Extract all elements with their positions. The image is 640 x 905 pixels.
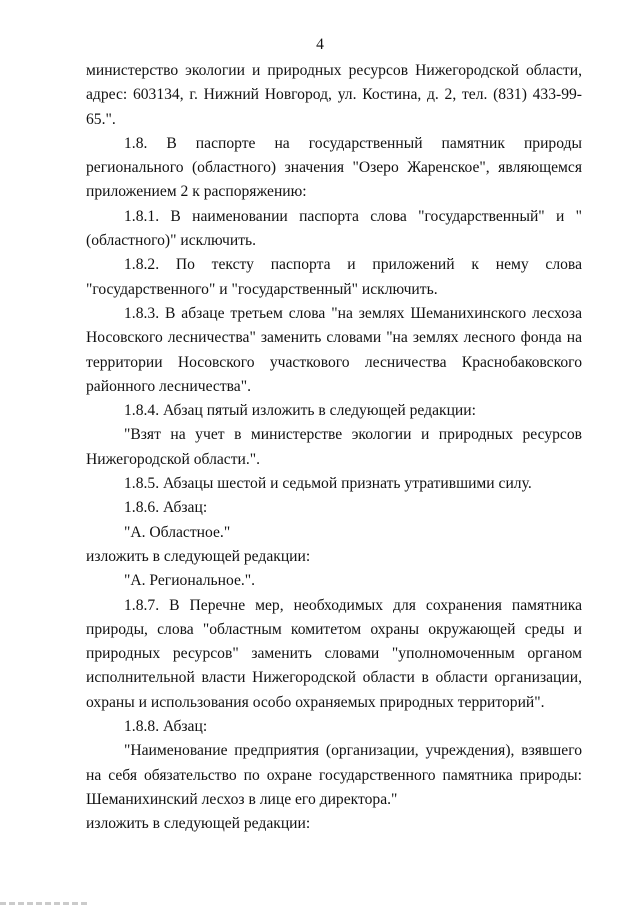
paragraph-edit-instruction-1: изложить в следующей редакции: [86,547,311,565]
paragraph-quote-registered: "Взят на учет в министерстве экологии и природных ресурсов Нижегородской области.". [86,426,582,468]
paragraph-1-8-7: 1.8.7. В Перечне мер, необходимых для сохранения памятника природы, слова "областным комитетом охраны окружающей среды и природных ресурсов" заменить словами "уполномоченным органом исполнительной власти Нижегородской области в области организации, охраны и использования особо охраняемых природных территорий". [86,596,582,711]
paragraph-1-8-6: 1.8.6. Абзац: [124,499,208,517]
paragraph-1-8-3: 1.8.3. В абзаце третьем слова "на землях Шеманихинского лесхоза Носовского лесничества" заменить словами "на землях лесного фонда на территории Носовского участкового лесничества Краснобаковского районного лесничества". [86,304,582,395]
paragraph-1-8-8: 1.8.8. Абзац: [124,718,208,736]
page-number: 4 [316,36,324,53]
paragraph-ministry-address: министерство экологии и природных ресурсов Нижегородской области, адрес: 603134, г. Нижний Новгород, ул. Костина, д. 2, тел. (831) 433-99-65.". [86,62,582,128]
paragraph-1-8-4: 1.8.4. Абзац пятый изложить в следующей редакции: [124,402,476,420]
paragraph-quote-regional-old: "А. Областное." [124,523,231,541]
paragraph-quote-regional-new: "А. Региональное.". [124,572,256,590]
document-body [86,59,582,837]
paragraph-1-8-2: 1.8.2. По тексту паспорта и приложений к нему слова "государственного" и "государственный" исключить. [86,256,582,298]
paragraph-1-8-1: 1.8.1. В наименовании паспорта слова "государственный" и "(областного)" исключить. [86,207,582,250]
paragraph-quote-enterprise: "Наименование предприятия (организации, учреждения), взявшего на себя обязательство по охране государственного памятника природы: Шеманихинский лесхоз в лице его директора." [86,742,582,808]
paragraph-1-8-5: 1.8.5. Абзацы шестой и седьмой признать утратившими силу. [124,475,532,493]
paragraph-1-8: 1.8. В паспорте на государственный памятник природы регионального (областного) значения "Озеро Жаренское", являющемся приложением 2 к распоряжению: [86,134,582,201]
paragraph-edit-instruction-2: изложить в следующей редакции: [86,815,311,833]
